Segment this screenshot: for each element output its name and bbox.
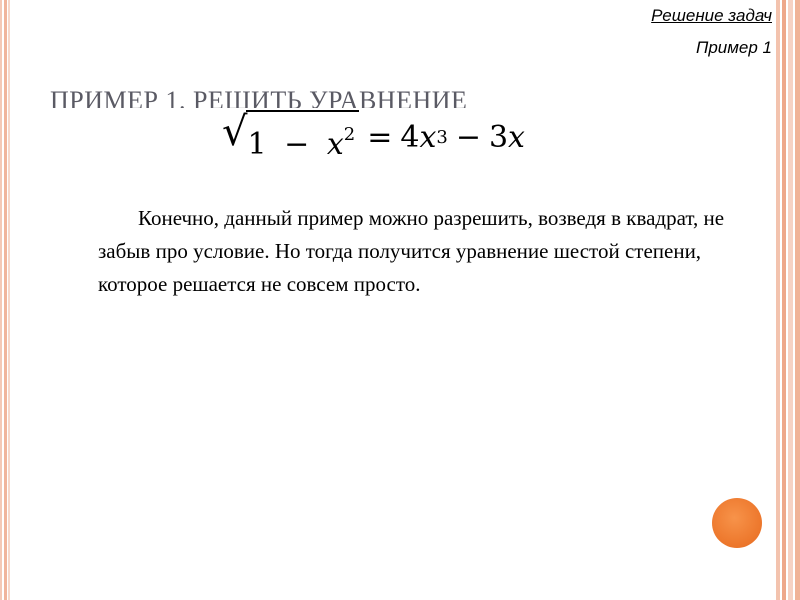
radical-sign: √ <box>222 109 248 155</box>
orange-circle-decoration <box>712 498 762 548</box>
coefficient-3: 3 <box>488 119 509 155</box>
variable-x-2: x <box>419 119 437 155</box>
right-decorative-stripe <box>774 0 800 600</box>
left-decorative-stripe <box>0 0 10 600</box>
variable-x: x <box>326 127 344 162</box>
exponent-2: 2 <box>343 124 356 145</box>
equals-sign: = <box>367 119 393 155</box>
body-paragraph: Конечно, данный пример можно разрешить, возведя в квадрат, не забыв про условие. Но тогда получится уравнение шестой степени, которое решается не совсем просто. <box>98 206 725 296</box>
minus-sign: − <box>284 127 310 162</box>
variable-x-3: x <box>508 119 525 155</box>
equation <box>222 110 525 164</box>
coefficient-4: 4 <box>400 119 420 155</box>
radicand-one: 1 <box>247 127 267 162</box>
exponent-3: 3 <box>436 126 448 148</box>
slide-title: ПРИМЕР 1. РЕШИТЬ УРАВНЕНИЕ <box>50 86 468 108</box>
minus-sign-2: − <box>455 119 481 155</box>
section-link[interactable]: Решение задач <box>651 6 772 25</box>
subsection-label: Пример 1 <box>696 38 772 57</box>
square-root <box>222 110 359 164</box>
radicand <box>246 110 360 164</box>
